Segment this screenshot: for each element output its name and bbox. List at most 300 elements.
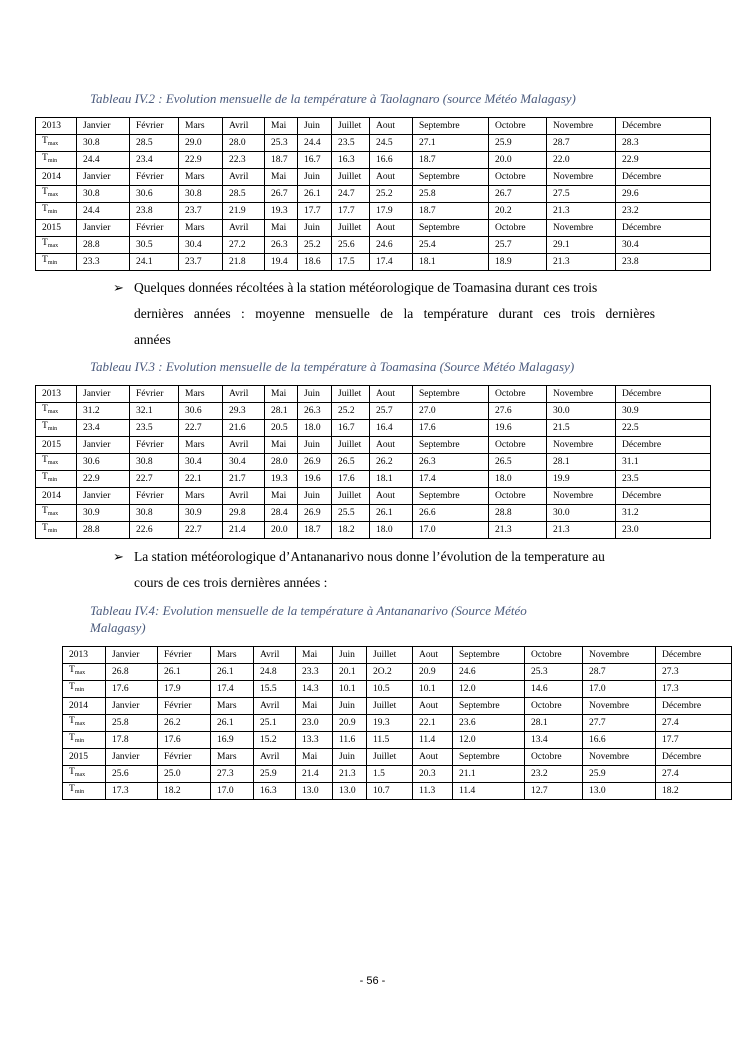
temperature-cell: 18.7 — [413, 152, 489, 169]
temperature-cell: 20.1 — [333, 664, 367, 681]
month-cell: Juillet — [332, 386, 370, 403]
temperature-cell: 27.6 — [489, 403, 547, 420]
temperature-cell: 11.4 — [413, 732, 453, 749]
temperature-cell: 21.3 — [547, 522, 616, 539]
month-cell: Novembre — [583, 647, 656, 664]
temperature-cell: 30.4 — [179, 454, 223, 471]
temperature-cell: 30.4 — [616, 237, 711, 254]
temperature-cell: 13.3 — [296, 732, 333, 749]
temperature-cell: 26.3 — [298, 403, 332, 420]
temperature-cell: 21.6 — [223, 420, 265, 437]
temperature-cell: 26.3 — [413, 454, 489, 471]
month-cell: Juillet — [367, 749, 413, 766]
temperature-cell: 27.7 — [583, 715, 656, 732]
temperature-cell: 18.2 — [656, 783, 732, 800]
year-header-row — [63, 647, 732, 664]
month-cell: Novembre — [583, 698, 656, 715]
tmin-label: $T_{min}$ — [36, 471, 77, 488]
year-header-row — [63, 749, 732, 766]
temperature-cell: 25.9 — [489, 135, 547, 152]
temperature-cell: 18.0 — [298, 420, 332, 437]
temperature-cell: 32.1 — [130, 403, 179, 420]
tmin-row — [36, 522, 711, 539]
month-cell: Octobre — [489, 437, 547, 454]
temperature-cell: 24.4 — [298, 135, 332, 152]
month-cell: Juin — [298, 220, 332, 237]
month-cell: Janvier — [77, 488, 130, 505]
temperature-cell: 18.1 — [370, 471, 413, 488]
temperature-cell: 30.0 — [547, 403, 616, 420]
tmax-label: $T_{max}$ — [36, 237, 77, 254]
month-cell: Mars — [179, 220, 223, 237]
temperature-cell: 30.9 — [77, 505, 130, 522]
month-cell: Juillet — [332, 437, 370, 454]
temperature-cell: 26.1 — [211, 715, 254, 732]
tmin-label: $T_{min}$ — [36, 522, 77, 539]
year-header-row — [36, 169, 711, 186]
tmax-row — [36, 135, 711, 152]
temperature-cell: 28.1 — [547, 454, 616, 471]
temperature-cell: 25.2 — [370, 186, 413, 203]
year-header-row — [36, 220, 711, 237]
month-cell: Septembre — [453, 647, 525, 664]
temperature-cell: 29.8 — [223, 505, 265, 522]
temperature-cell: 2O.2 — [367, 664, 413, 681]
month-cell: Octobre — [489, 169, 547, 186]
year-cell: 2014 — [36, 169, 77, 186]
month-cell: Décembre — [616, 488, 711, 505]
temperature-cell: 20.2 — [489, 203, 547, 220]
temperature-cell: 25.1 — [254, 715, 296, 732]
month-cell: Décembre — [616, 220, 711, 237]
temperature-cell: 25.2 — [332, 403, 370, 420]
tmax-row — [63, 664, 732, 681]
temperature-cell: 27.5 — [547, 186, 616, 203]
temperature-cell: 26.5 — [332, 454, 370, 471]
temperature-cell: 18.2 — [158, 783, 211, 800]
month-cell: Janvier — [106, 698, 158, 715]
temperature-cell: 28.5 — [130, 135, 179, 152]
month-cell: Février — [130, 437, 179, 454]
year-cell: 2013 — [36, 386, 77, 403]
temperature-cell: 23.5 — [616, 471, 711, 488]
temperature-cell: 22.9 — [616, 152, 711, 169]
month-cell: Avril — [254, 698, 296, 715]
month-cell: Février — [158, 647, 211, 664]
tmin-row — [63, 732, 732, 749]
temperature-cell: 26.1 — [370, 505, 413, 522]
temperature-cell: 20.9 — [333, 715, 367, 732]
month-cell: Aout — [413, 647, 453, 664]
tmin-row — [36, 254, 711, 271]
temperature-cell: 21.4 — [296, 766, 333, 783]
tmin-label: $T_{min}$ — [63, 783, 106, 800]
temperature-cell: 30.8 — [77, 135, 130, 152]
tmin-label: $T_{min}$ — [36, 203, 77, 220]
temperature-cell: 18.1 — [413, 254, 489, 271]
temperature-cell: 1.5 — [367, 766, 413, 783]
year-header-row — [36, 118, 711, 135]
temperature-cell: 30.9 — [616, 403, 711, 420]
month-cell: Mai — [296, 647, 333, 664]
month-cell: Septembre — [413, 386, 489, 403]
tmax-label: $T_{max}$ — [63, 715, 106, 732]
temperature-cell: 30.6 — [179, 403, 223, 420]
tmin-row — [36, 471, 711, 488]
paragraph-antananarivo-line1: La station météorologique d’Antananarivo nous donne l’évolution de la temperature au — [134, 549, 605, 564]
temperature-cell: 19.3 — [367, 715, 413, 732]
tmax-row — [36, 454, 711, 471]
month-cell: Mars — [179, 118, 223, 135]
temperature-cell: 19.3 — [265, 471, 298, 488]
month-cell: Décembre — [616, 169, 711, 186]
temperature-cell: 26.1 — [211, 664, 254, 681]
temperature-cell: 12.7 — [525, 783, 583, 800]
temperature-cell: 25.0 — [158, 766, 211, 783]
tmax-label: $T_{max}$ — [36, 403, 77, 420]
month-cell: Avril — [254, 647, 296, 664]
month-cell: Aout — [370, 437, 413, 454]
month-cell: Janvier — [77, 118, 130, 135]
temperature-cell: 10.1 — [413, 681, 453, 698]
month-cell: Mars — [211, 749, 254, 766]
month-cell: Février — [158, 698, 211, 715]
month-cell: Mars — [179, 169, 223, 186]
month-cell: Juillet — [367, 647, 413, 664]
tmin-label: $T_{min}$ — [36, 254, 77, 271]
temperature-cell: 28.1 — [525, 715, 583, 732]
temperature-cell: 17.7 — [298, 203, 332, 220]
temperature-cell: 23.4 — [77, 420, 130, 437]
temperature-cell: 17.9 — [370, 203, 413, 220]
temperature-cell: 27.1 — [413, 135, 489, 152]
temperature-cell: 17.4 — [211, 681, 254, 698]
temperature-cell: 13.0 — [333, 783, 367, 800]
temperature-cell: 18.9 — [489, 254, 547, 271]
temperature-cell: 11.6 — [333, 732, 367, 749]
month-cell: Mai — [296, 749, 333, 766]
temperature-cell: 25.9 — [254, 766, 296, 783]
month-cell: Avril — [223, 118, 265, 135]
month-cell: Septembre — [413, 437, 489, 454]
temperature-cell: 28.5 — [223, 186, 265, 203]
table2-caption: Tableau IV.3 : Evolution mensuelle de la température à Toamasina (Source Météo Malagasy) — [90, 359, 575, 374]
temperature-cell: 18.0 — [489, 471, 547, 488]
month-cell: Octobre — [489, 488, 547, 505]
temperature-cell: 26.3 — [265, 237, 298, 254]
month-cell: Juin — [333, 698, 367, 715]
bullet-1: ➢ — [113, 280, 124, 295]
temperature-cell: 21.9 — [223, 203, 265, 220]
month-cell: Mars — [211, 647, 254, 664]
temperature-cell: 27.3 — [656, 664, 732, 681]
month-cell: Aout — [370, 169, 413, 186]
month-cell: Mai — [296, 698, 333, 715]
temperature-cell: 17.6 — [106, 681, 158, 698]
temperature-cell: 30.4 — [223, 454, 265, 471]
table2-toamasina — [35, 385, 711, 539]
tmin-row — [36, 152, 711, 169]
month-cell: Mars — [179, 386, 223, 403]
temperature-cell: 17.8 — [106, 732, 158, 749]
year-cell: 2013 — [36, 118, 77, 135]
temperature-cell: 24.6 — [453, 664, 525, 681]
temperature-cell: 22.7 — [130, 471, 179, 488]
paragraph-antananarivo-line2: cours de ces trois dernières années : — [134, 575, 328, 590]
temperature-cell: 17.4 — [413, 471, 489, 488]
temperature-cell: 21.7 — [223, 471, 265, 488]
page-number: - 56 - — [359, 975, 386, 987]
temperature-cell: 13.0 — [583, 783, 656, 800]
tmax-row — [36, 403, 711, 420]
temperature-cell: 17.6 — [158, 732, 211, 749]
temperature-cell: 22.6 — [130, 522, 179, 539]
temperature-cell: 31.1 — [616, 454, 711, 471]
temperature-cell: 23.4 — [130, 152, 179, 169]
year-cell: 2015 — [36, 220, 77, 237]
month-cell: Juin — [298, 386, 332, 403]
temperature-cell: 16.4 — [370, 420, 413, 437]
month-cell: Mars — [179, 437, 223, 454]
year-header-row — [36, 488, 711, 505]
temperature-cell: 26.7 — [265, 186, 298, 203]
temperature-cell: 18.2 — [332, 522, 370, 539]
temperature-cell: 17.7 — [332, 203, 370, 220]
temperature-cell: 24.4 — [77, 203, 130, 220]
temperature-cell: 19.6 — [298, 471, 332, 488]
temperature-cell: 24.7 — [332, 186, 370, 203]
temperature-cell: 21.8 — [223, 254, 265, 271]
temperature-cell: 21.4 — [223, 522, 265, 539]
month-cell: Aout — [413, 698, 453, 715]
temperature-cell: 31.2 — [77, 403, 130, 420]
month-cell: Janvier — [106, 749, 158, 766]
year-cell: 2015 — [63, 749, 106, 766]
temperature-cell: 22.1 — [179, 471, 223, 488]
temperature-cell: 28.3 — [616, 135, 711, 152]
month-cell: Aout — [370, 488, 413, 505]
month-cell: Janvier — [77, 437, 130, 454]
temperature-cell: 22.7 — [179, 420, 223, 437]
temperature-cell: 17.0 — [583, 681, 656, 698]
temperature-cell: 15.5 — [254, 681, 296, 698]
temperature-cell: 22.1 — [413, 715, 453, 732]
temperature-cell: 10.7 — [367, 783, 413, 800]
month-cell: Février — [130, 169, 179, 186]
temperature-cell: 11.3 — [413, 783, 453, 800]
tmin-row — [36, 420, 711, 437]
temperature-cell: 31.2 — [616, 505, 711, 522]
tmin-label: $T_{min}$ — [36, 420, 77, 437]
temperature-cell: 11.5 — [367, 732, 413, 749]
temperature-cell: 30.9 — [179, 505, 223, 522]
paragraph-toamasina-line3: années — [134, 332, 171, 347]
temperature-cell: 12.0 — [453, 732, 525, 749]
temperature-cell: 27.0 — [413, 403, 489, 420]
month-cell: Aout — [370, 386, 413, 403]
month-cell: Octobre — [489, 220, 547, 237]
temperature-cell: 16.3 — [332, 152, 370, 169]
month-cell: Mars — [211, 698, 254, 715]
temperature-cell: 17.5 — [332, 254, 370, 271]
temperature-cell: 25.6 — [332, 237, 370, 254]
temperature-cell: 24.4 — [77, 152, 130, 169]
month-cell: Avril — [223, 488, 265, 505]
tmin-row — [63, 783, 732, 800]
temperature-cell: 26.9 — [298, 505, 332, 522]
temperature-cell: 21.1 — [453, 766, 525, 783]
temperature-cell: 17.6 — [332, 471, 370, 488]
temperature-cell: 30.6 — [77, 454, 130, 471]
paragraph-toamasina-line2: dernières années : moyenne mensuelle de la température durant ces trois dernières — [134, 306, 655, 321]
temperature-cell: 21.3 — [333, 766, 367, 783]
temperature-cell: 23.0 — [296, 715, 333, 732]
temperature-cell: 26.5 — [489, 454, 547, 471]
month-cell: Mars — [179, 488, 223, 505]
month-cell: Mai — [265, 437, 298, 454]
month-cell: Novembre — [547, 169, 616, 186]
month-cell: Mai — [265, 169, 298, 186]
month-cell: Novembre — [583, 749, 656, 766]
month-cell: Avril — [223, 437, 265, 454]
temperature-cell: 26.2 — [370, 454, 413, 471]
temperature-cell: 25.5 — [332, 505, 370, 522]
temperature-cell: 30.6 — [130, 186, 179, 203]
month-cell: Septembre — [453, 749, 525, 766]
tmin-label: $T_{min}$ — [36, 152, 77, 169]
temperature-cell: 10.1 — [333, 681, 367, 698]
temperature-cell: 30.5 — [130, 237, 179, 254]
temperature-cell: 29.1 — [547, 237, 616, 254]
month-cell: Avril — [223, 220, 265, 237]
year-header-row — [36, 386, 711, 403]
temperature-cell: 25.2 — [298, 237, 332, 254]
month-cell: Décembre — [616, 386, 711, 403]
temperature-cell: 28.8 — [489, 505, 547, 522]
temperature-cell: 30.8 — [77, 186, 130, 203]
tmax-label: $T_{max}$ — [36, 135, 77, 152]
year-header-row — [63, 698, 732, 715]
temperature-cell: 16.3 — [254, 783, 296, 800]
temperature-cell: 14.3 — [296, 681, 333, 698]
temperature-cell: 22.0 — [547, 152, 616, 169]
temperature-cell: 20.5 — [265, 420, 298, 437]
month-cell: Novembre — [547, 220, 616, 237]
month-cell: Juin — [298, 169, 332, 186]
month-cell: Décembre — [616, 437, 711, 454]
month-cell: Aout — [370, 118, 413, 135]
temperature-cell: 27.4 — [656, 715, 732, 732]
temperature-cell: 17.0 — [413, 522, 489, 539]
temperature-cell: 22.3 — [223, 152, 265, 169]
temperature-cell: 26.8 — [106, 664, 158, 681]
month-cell: Avril — [223, 386, 265, 403]
month-cell: Novembre — [547, 437, 616, 454]
temperature-cell: 24.1 — [130, 254, 179, 271]
year-header-row — [36, 437, 711, 454]
month-cell: Janvier — [77, 386, 130, 403]
temperature-cell: 23.3 — [296, 664, 333, 681]
month-cell: Mai — [265, 386, 298, 403]
temperature-cell: 22.9 — [77, 471, 130, 488]
temperature-cell: 23.2 — [525, 766, 583, 783]
temperature-cell: 20.9 — [413, 664, 453, 681]
temperature-cell: 18.7 — [413, 203, 489, 220]
temperature-cell: 21.3 — [489, 522, 547, 539]
temperature-cell: 19.6 — [489, 420, 547, 437]
temperature-cell: 17.0 — [211, 783, 254, 800]
temperature-cell: 24.6 — [370, 237, 413, 254]
temperature-cell: 27.2 — [223, 237, 265, 254]
temperature-cell: 25.3 — [525, 664, 583, 681]
year-cell: 2013 — [63, 647, 106, 664]
month-cell: Avril — [254, 749, 296, 766]
temperature-cell: 14.6 — [525, 681, 583, 698]
temperature-cell: 23.6 — [453, 715, 525, 732]
year-cell: 2015 — [36, 437, 77, 454]
temperature-cell: 26.9 — [298, 454, 332, 471]
month-cell: Septembre — [453, 698, 525, 715]
temperature-cell: 23.7 — [179, 203, 223, 220]
temperature-cell: 25.6 — [106, 766, 158, 783]
month-cell: Janvier — [106, 647, 158, 664]
temperature-cell: 11.4 — [453, 783, 525, 800]
temperature-cell: 27.3 — [211, 766, 254, 783]
month-cell: Juillet — [332, 220, 370, 237]
temperature-cell: 25.7 — [370, 403, 413, 420]
temperature-cell: 15.2 — [254, 732, 296, 749]
month-cell: Janvier — [77, 220, 130, 237]
temperature-cell: 17.3 — [656, 681, 732, 698]
temperature-cell: 28.7 — [583, 664, 656, 681]
temperature-cell: 19.4 — [265, 254, 298, 271]
month-cell: Juin — [298, 437, 332, 454]
temperature-cell: 22.5 — [616, 420, 711, 437]
month-cell: Décembre — [656, 749, 732, 766]
temperature-cell: 26.6 — [413, 505, 489, 522]
tmin-row — [36, 203, 711, 220]
tmin-label: $T_{min}$ — [63, 732, 106, 749]
temperature-cell: 17.4 — [370, 254, 413, 271]
month-cell: Octobre — [525, 698, 583, 715]
temperature-cell: 26.1 — [298, 186, 332, 203]
temperature-cell: 30.8 — [179, 186, 223, 203]
month-cell: Octobre — [525, 749, 583, 766]
month-cell: Novembre — [547, 118, 616, 135]
temperature-cell: 25.7 — [489, 237, 547, 254]
temperature-cell: 28.4 — [265, 505, 298, 522]
temperature-cell: 25.8 — [413, 186, 489, 203]
temperature-cell: 12.0 — [453, 681, 525, 698]
temperature-cell: 16.7 — [298, 152, 332, 169]
temperature-cell: 13.4 — [525, 732, 583, 749]
tmax-label: $T_{max}$ — [36, 186, 77, 203]
month-cell: Juillet — [332, 169, 370, 186]
month-cell: Février — [158, 749, 211, 766]
temperature-cell: 29.6 — [616, 186, 711, 203]
temperature-cell: 20.3 — [413, 766, 453, 783]
table3-caption: Tableau IV.4: Evolution mensuelle de la température à Antananarivo (Source Météo Malagasy) — [90, 603, 527, 635]
temperature-cell: 19.3 — [265, 203, 298, 220]
tmax-row — [63, 766, 732, 783]
temperature-cell: 20.0 — [489, 152, 547, 169]
month-cell: Février — [130, 220, 179, 237]
month-cell: Février — [130, 488, 179, 505]
temperature-cell: 21.3 — [547, 203, 616, 220]
temperature-cell: 25.3 — [265, 135, 298, 152]
temperature-cell: 17.6 — [413, 420, 489, 437]
month-cell: Avril — [223, 169, 265, 186]
